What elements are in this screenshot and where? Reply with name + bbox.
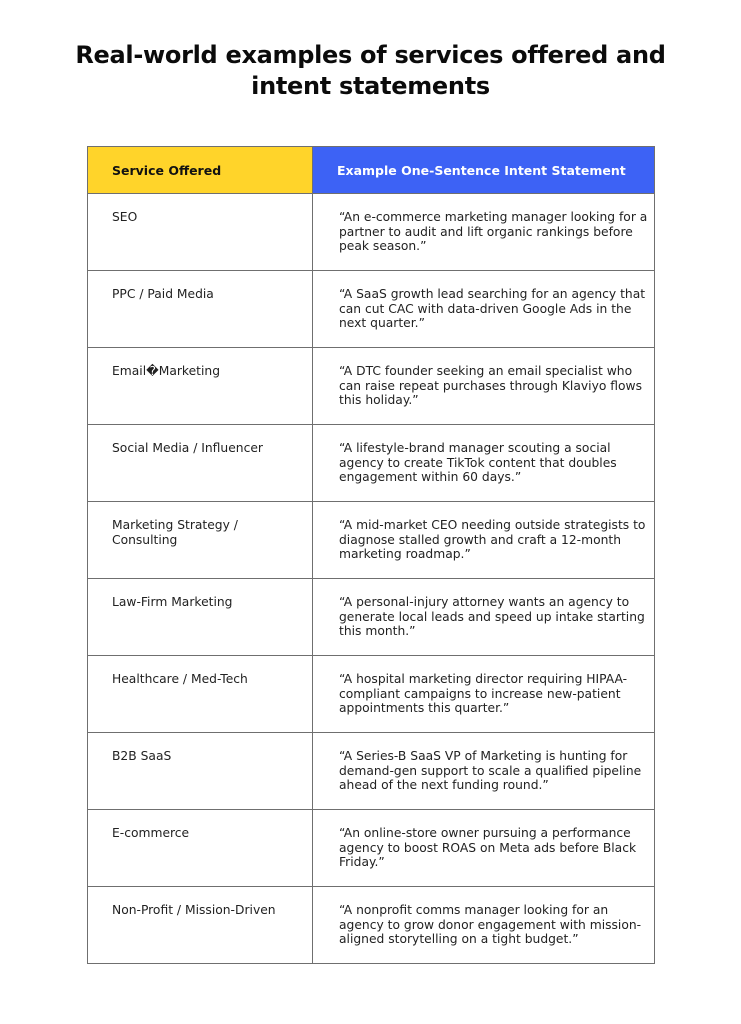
- table-header-row: [88, 147, 655, 194]
- table-row: [88, 579, 655, 656]
- table-row: [88, 348, 655, 425]
- table-row: [88, 810, 655, 887]
- table-row: [88, 271, 655, 348]
- table-row: [88, 194, 655, 271]
- statement-cell: “A Series-B SaaS VP of Marketing is hunting for demand-gen support to scale a qualified pipeline ahead of the next funding round.”: [313, 733, 655, 810]
- table-row: [88, 733, 655, 810]
- services-table: [87, 146, 655, 964]
- service-cell: Non-Profit / Mission-Driven: [88, 887, 313, 964]
- service-cell: PPC / Paid Media: [88, 271, 313, 348]
- header-intent-statement: Example One-Sentence Intent Statement: [313, 147, 655, 194]
- table-row: [88, 425, 655, 502]
- statement-cell: “An e-commerce marketing manager looking for a partner to audit and lift organic rankings before peak season.”: [313, 194, 655, 271]
- statement-cell: “An online-store owner pursuing a performance agency to boost ROAS on Meta ads before Black Friday.”: [313, 810, 655, 887]
- statement-cell: “A personal-injury attorney wants an agency to generate local leads and speed up intake starting this month.”: [313, 579, 655, 656]
- statement-cell: “A DTC founder seeking an email specialist who can raise repeat purchases through Klaviyo flows this holiday.”: [313, 348, 655, 425]
- table-row: [88, 656, 655, 733]
- service-cell: Social Media / Influencer: [88, 425, 313, 502]
- header-service-offered: Service Offered: [88, 147, 313, 194]
- service-cell: E-commerce: [88, 810, 313, 887]
- service-cell: SEO: [88, 194, 313, 271]
- table-row: [88, 502, 655, 579]
- statement-cell: “A hospital marketing director requiring HIPAA-compliant campaigns to increase new-patient appointments this quarter.”: [313, 656, 655, 733]
- statement-cell: “A nonprofit comms manager looking for an agency to grow donor engagement with mission-aligned storytelling on a tight budget.”: [313, 887, 655, 964]
- page-title: Real-world examples of services offered and intent statements: [75, 41, 666, 100]
- service-cell: Law-Firm Marketing: [88, 579, 313, 656]
- statement-cell: “A lifestyle-brand manager scouting a social agency to create TikTok content that doubles engagement within 60 days.”: [313, 425, 655, 502]
- statement-cell: “A SaaS growth lead searching for an agency that can cut CAC with data-driven Google Ads in the next quarter.”: [313, 271, 655, 348]
- table-row: [88, 887, 655, 964]
- service-cell: B2B SaaS: [88, 733, 313, 810]
- service-cell: Email�Marketing: [88, 348, 313, 425]
- service-cell: Marketing Strategy / Consulting: [88, 502, 313, 579]
- service-cell: Healthcare / Med-Tech: [88, 656, 313, 733]
- statement-cell: “A mid-market CEO needing outside strategists to diagnose stalled growth and craft a 12-month marketing roadmap.”: [313, 502, 655, 579]
